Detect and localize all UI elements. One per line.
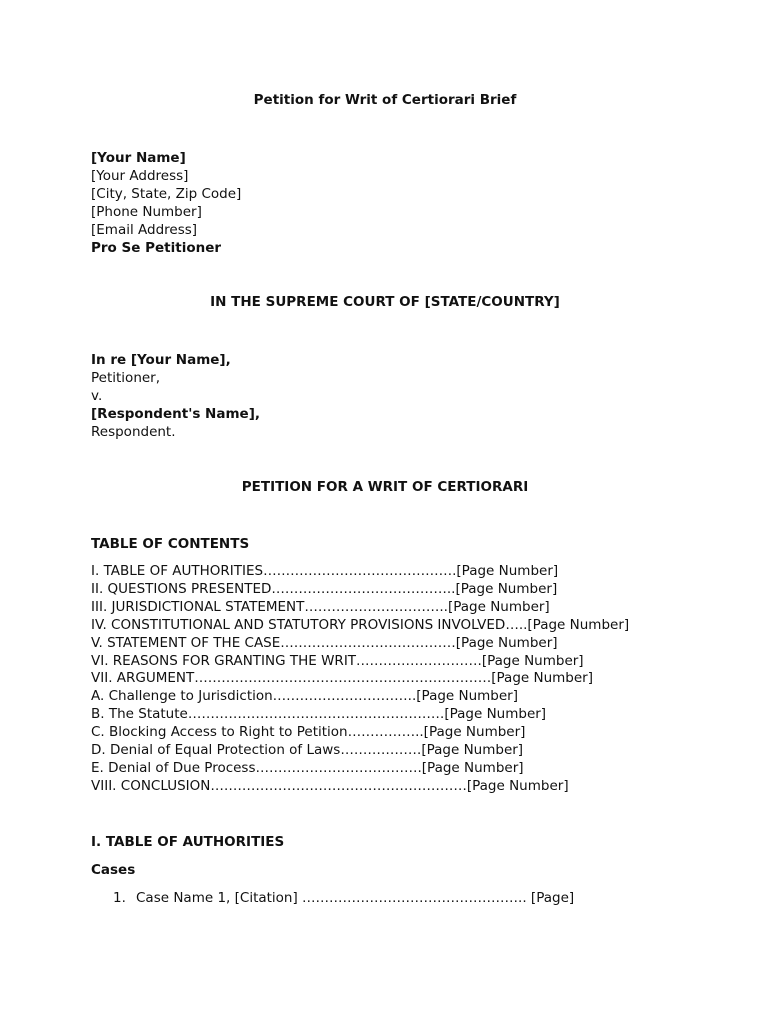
toc-entry: VI. REASONS FOR GRANTING THE WRIT……………………….[Page Number] [91,652,584,669]
authorities-heading-text: I. TABLE OF AUTHORITIES [91,834,285,850]
toc-entry: I. TABLE OF AUTHORITIES…………………………………….[Page Number] [91,563,559,579]
petitioner-address: [Your Address] [91,168,189,184]
toc-entry: III. JURISDICTIONAL STATEMENT…………………………..[Page Number] [91,598,550,615]
toc-entry: II. QUESTIONS PRESENTED…………………………………..[Page Number] [91,580,558,597]
toc-entry: C. Blocking Access to Right to Petition……………..[Page Number] [91,724,526,741]
caption-respondent-name: [Respondent's Name], [91,406,260,422]
toc-entry: E. Denial of Due Process……………………………….[Page Number] [91,759,524,776]
toc-entry: VIII. CONCLUSION…………………………………………………[Page Number] [91,777,569,794]
case-number: 1. [113,890,126,906]
cases-heading [91,861,731,879]
toc-entry: VII. ARGUMENT…………………………………………………………[Page Number] [91,670,593,687]
petitioner-role: Pro Se Petitioner [91,240,222,256]
toc-entry: IV. CONSTITUTIONAL AND STATUTORY PROVISIONS INVOLVED…..[Page Number] [91,616,630,633]
petition-heading: PETITION FOR A WRIT OF CERTIORARI [241,479,529,495]
toc-heading [91,535,731,553]
petitioner-block [91,149,731,257]
petitioner-name: [Your Name] [91,150,186,166]
caption-petitioner-label: Petitioner, [91,370,161,386]
caption-versus: v. [91,388,103,404]
toc-heading-text: TABLE OF CONTENTS [91,536,250,552]
case-list-item [113,889,574,907]
caption-in-re: In re [Your Name], [91,352,231,368]
toc-entry: B. The Statute…………………………………………………[Page Number] [91,706,547,723]
petitioner-phone: [Phone Number] [91,204,202,220]
table-of-contents [91,563,731,796]
petitioner-email: [Email Address] [91,222,198,238]
court-heading: IN THE SUPREME COURT OF [STATE/COUNTRY] [210,294,560,310]
toc-entry: V. STATEMENT OF THE CASE…………………………………[Page Number] [91,634,558,651]
caption-respondent-label: Respondent. [91,424,176,440]
authorities-heading [91,833,731,851]
case-entry-text: Case Name 1, [Citation] ………………………………………….. [Page] [136,890,575,906]
document-title: Petition for Writ of Certiorari Brief [253,92,517,108]
toc-entry: A. Challenge to Jurisdiction…………………………..[Page Number] [91,688,519,705]
cases-heading-text: Cases [91,862,136,878]
petitioner-city-state-zip: [City, State, Zip Code] [91,186,242,202]
toc-entry: D. Denial of Equal Protection of Laws………………[Page Number] [91,742,524,759]
case-caption [91,351,731,441]
